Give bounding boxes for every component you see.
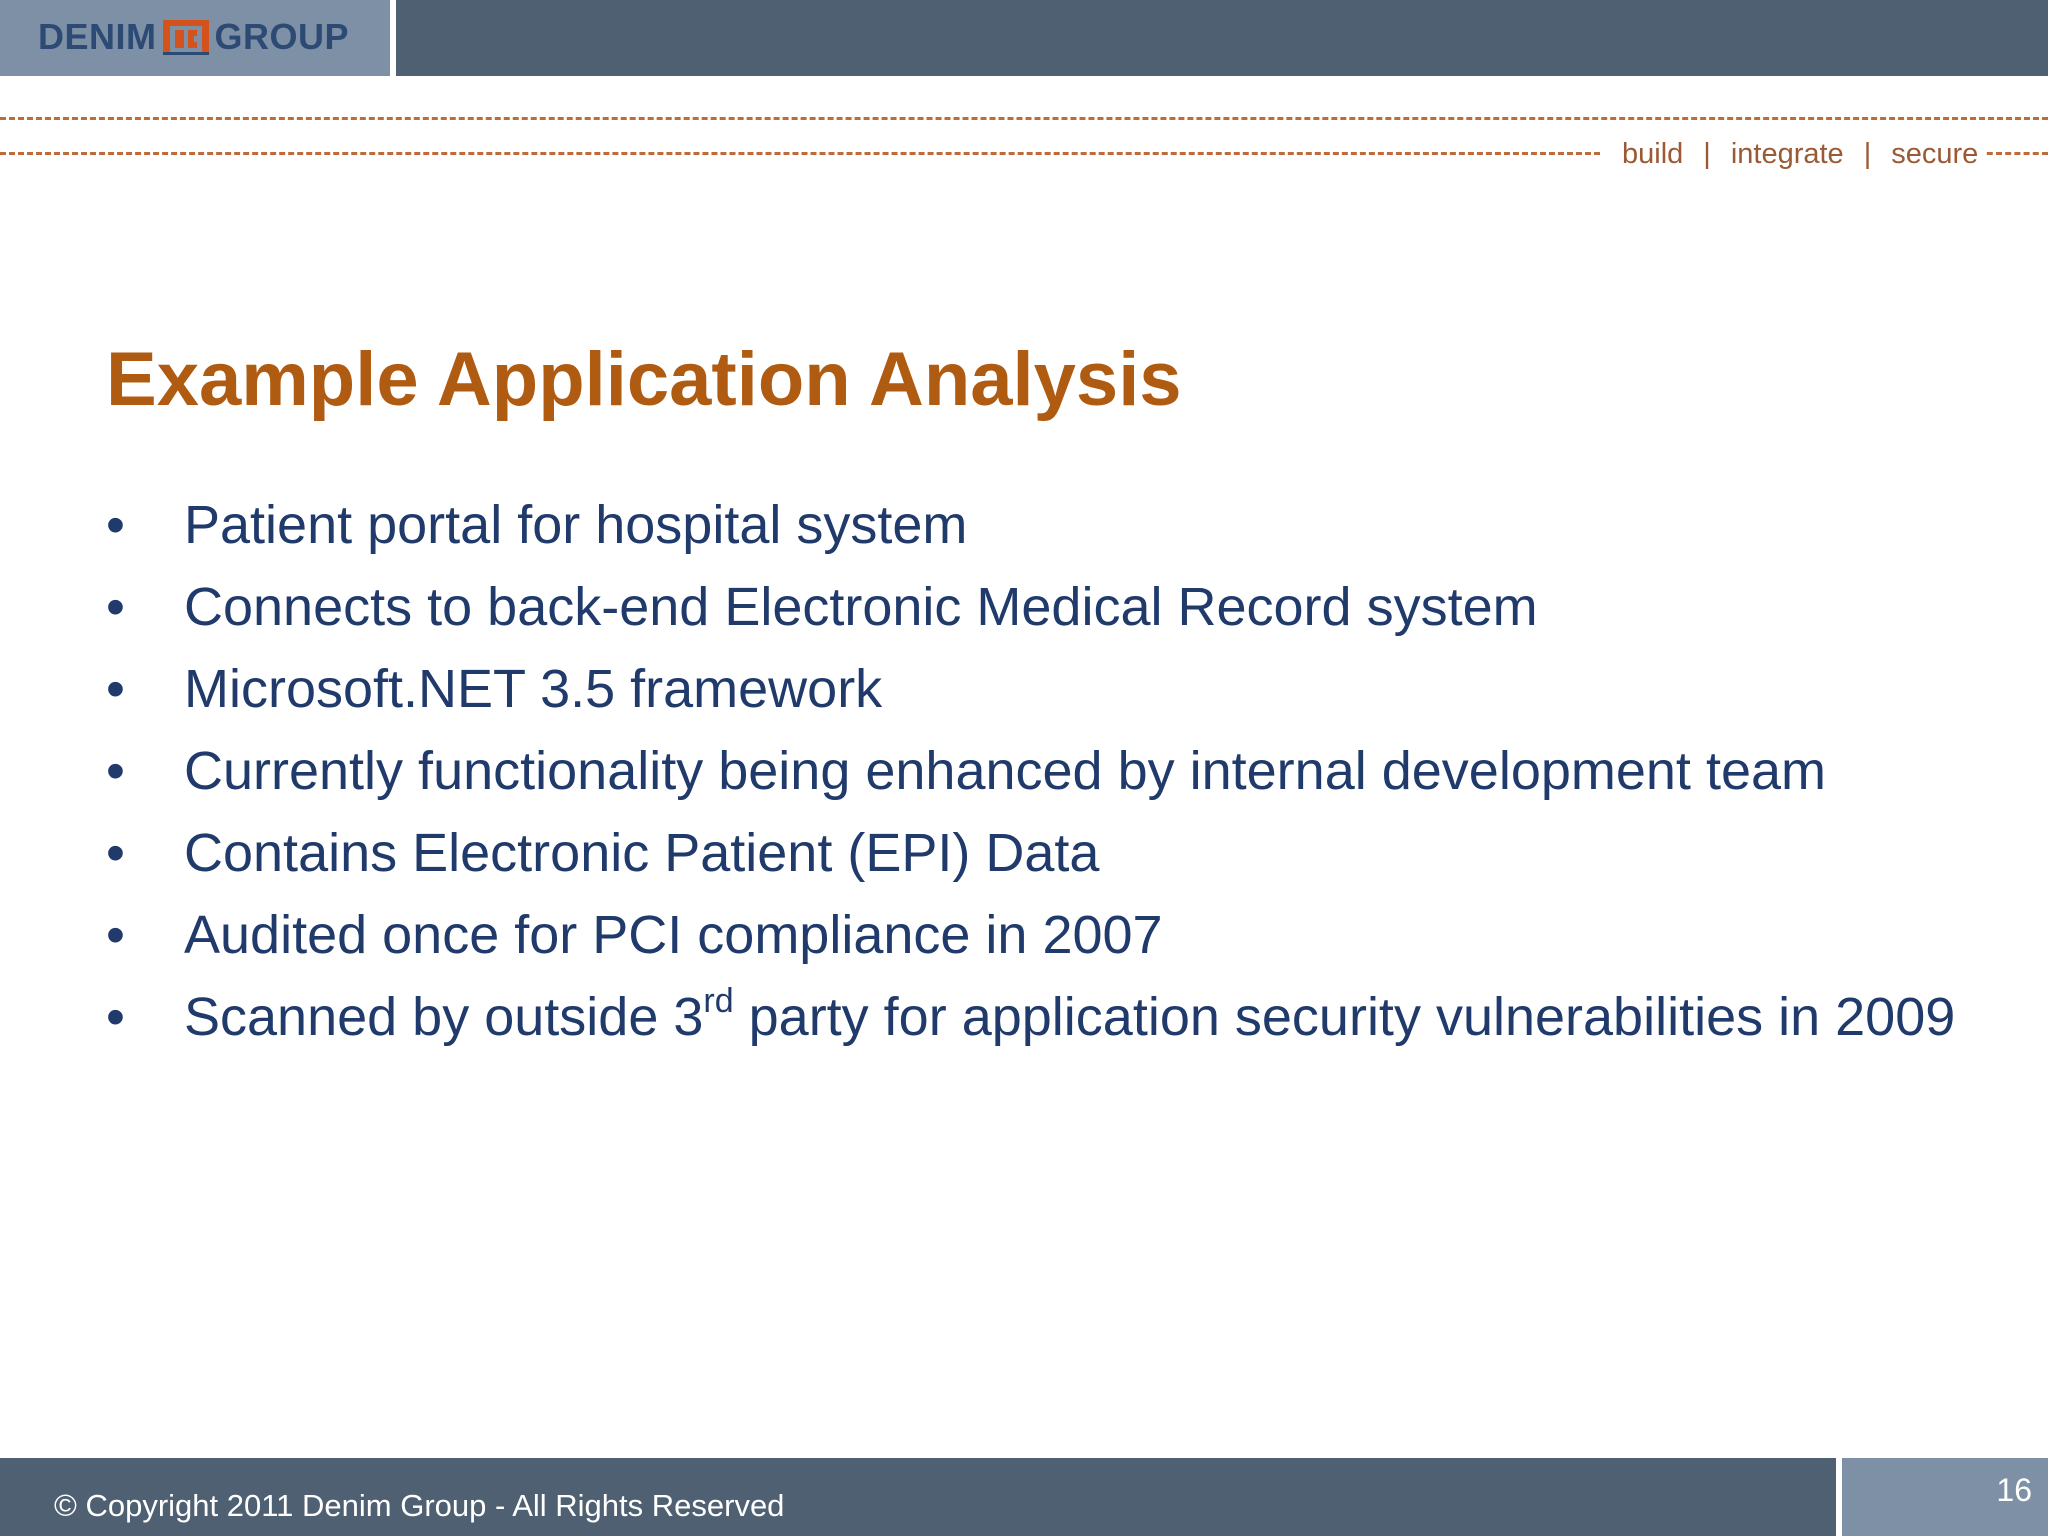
bullet-text: Contains Electronic Patient (EPI) Data xyxy=(184,823,1100,883)
bullet-text: Audited once for PCI compliance in 2007 xyxy=(184,905,1163,965)
logo-divider xyxy=(390,0,396,76)
bullet-item xyxy=(106,658,1986,721)
tagline-secure: secure xyxy=(1891,137,1979,170)
tagline-integrate: integrate xyxy=(1730,137,1844,170)
superscript-ordinal: rd xyxy=(703,982,734,1020)
logo-text-denim: DENIM xyxy=(38,16,157,57)
bullet-item xyxy=(106,982,1986,1049)
bullet-list xyxy=(106,494,1986,1068)
bullet-text: Connects to back-end Electronic Medical Record system xyxy=(184,577,1538,637)
bullet-text: Patient portal for hospital system xyxy=(184,495,968,555)
bullet-dot: • xyxy=(106,823,125,883)
tagline-separator: | xyxy=(1703,137,1711,170)
bullet-item xyxy=(106,904,1986,967)
tagline-separator: | xyxy=(1863,137,1872,170)
dg-monogram-icon xyxy=(161,16,211,58)
page-number: 16 xyxy=(1996,1472,2032,1508)
bullet-text-after-sup: party for application security vulnerabilities in 2009 xyxy=(733,987,1956,1047)
bullet-dot: • xyxy=(106,659,125,719)
bullet-item xyxy=(106,494,1986,557)
bullet-dot: • xyxy=(106,495,125,555)
bullet-item xyxy=(106,740,1986,803)
page-number-box xyxy=(1842,1458,2048,1536)
tagline xyxy=(1612,134,1986,174)
bullet-dot: • xyxy=(106,577,125,637)
bullet-dot: • xyxy=(106,987,125,1047)
copyright-text: © Copyright 2011 Denim Group - All Rights Reserved xyxy=(54,1488,785,1523)
bullet-dot: • xyxy=(106,905,125,965)
slide-title: Example Application Analysis xyxy=(106,337,1182,422)
dashed-rule-top xyxy=(0,117,2048,120)
bullet-text: Currently functionality being enhanced by internal development team xyxy=(184,741,1826,801)
bullet-dot: • xyxy=(106,741,125,801)
tagline-build: build xyxy=(1622,137,1684,170)
bullet-text-before-sup: Scanned by outside 3 xyxy=(184,987,704,1047)
bullet-item xyxy=(106,576,1986,639)
bullet-item xyxy=(106,822,1986,885)
logo-text-group: GROUP xyxy=(214,16,350,57)
dashed-rule-bottom-left xyxy=(0,152,1600,155)
denim-group-logo xyxy=(38,14,349,60)
bullet-text: Microsoft.NET 3.5 framework xyxy=(184,659,883,719)
